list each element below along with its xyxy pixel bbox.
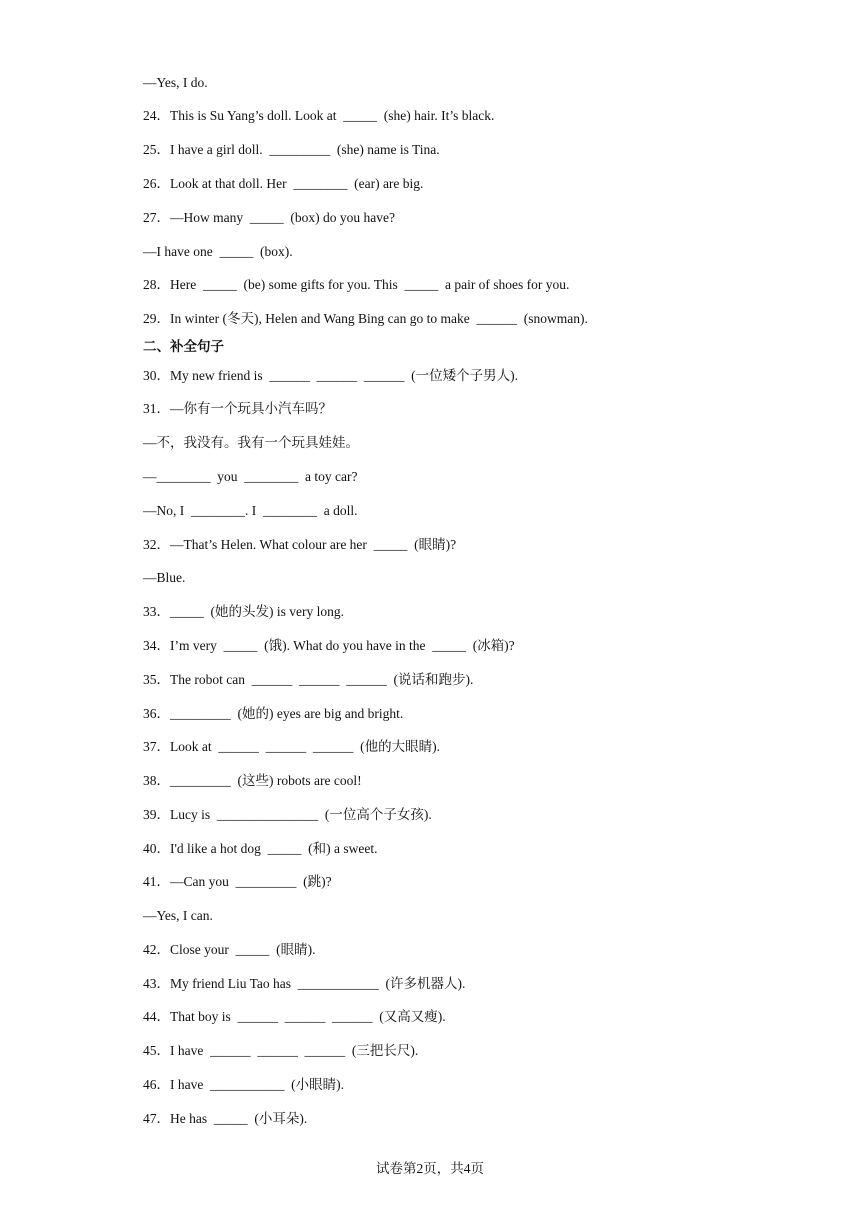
question-43: 43．My friend Liu Tao has ____________ (许多机器人). (143, 976, 466, 991)
question-44: 44．That boy is ______ ______ ______ (又高又瘦). (143, 1009, 446, 1024)
question-46: 46．I have ___________ (小眼睛). (143, 1077, 344, 1092)
question-26: 26．Look at that doll. Her ________ (ear) are big. (143, 176, 424, 191)
question-37: 37．Look at ______ ______ ______ (他的大眼睛). (143, 739, 440, 754)
answer-line: —Yes, I do. (143, 75, 208, 90)
answer-line: —不，我没有。我有一个玩具娃娃。 (143, 435, 359, 450)
question-28: 28．Here _____ (be) some gifts for you. This _____ a pair of shoes for you. (143, 277, 570, 292)
question-45: 45．I have ______ ______ ______ (三把长尺). (143, 1043, 419, 1058)
page-footer: 试卷第2页，共4页 (376, 1161, 484, 1176)
answer-line: —Yes, I can. (143, 908, 213, 923)
question-39: 39．Lucy is _______________ (一位高个子女孩). (143, 807, 432, 822)
question-31: 31．—你有一个玩具小汽车吗？ (143, 401, 332, 416)
question-41: 41．—Can you _________ (跳)? (143, 874, 332, 889)
section-heading: 二、补全句子 (143, 339, 224, 355)
question-32: 32．—That’s Helen. What colour are her _____ (眼睛)? (143, 537, 457, 552)
answer-line: —No, I ________. I ________ a doll. (143, 503, 358, 518)
question-34: 34．I’m very _____ (饿). What do you have in the _____ (冰箱)? (143, 638, 515, 653)
answer-line: —I have one _____ (box). (143, 244, 293, 259)
question-33: 33．_____ (她的头发) is very long. (143, 604, 344, 619)
question-27: 27．—How many _____ (box) do you have? (143, 210, 395, 225)
question-47: 47．He has _____ (小耳朵). (143, 1111, 308, 1126)
question-29: 29．In winter (冬天), Helen and Wang Bing can go to make ______ (snowman). (143, 311, 588, 326)
answer-line: —________ you ________ a toy car? (143, 469, 358, 484)
question-40: 40．I'd like a hot dog _____ (和) a sweet. (143, 841, 378, 856)
question-42: 42．Close your _____ (眼睛). (143, 942, 316, 957)
question-30: 30．My new friend is ______ ______ ______ (一位矮个子男人). (143, 368, 518, 383)
question-24: 24．This is Su Yang’s doll. Look at _____ (she) hair. It’s black. (143, 108, 495, 123)
question-25: 25．I have a girl doll. _________ (she) name is Tina. (143, 142, 440, 157)
question-35: 35．The robot can ______ ______ ______ (说话和跑步). (143, 672, 474, 687)
answer-line: —Blue. (143, 570, 186, 585)
question-38: 38．_________ (这些) robots are cool! (143, 773, 362, 788)
question-36: 36．_________ (她的) eyes are big and bright. (143, 706, 404, 721)
